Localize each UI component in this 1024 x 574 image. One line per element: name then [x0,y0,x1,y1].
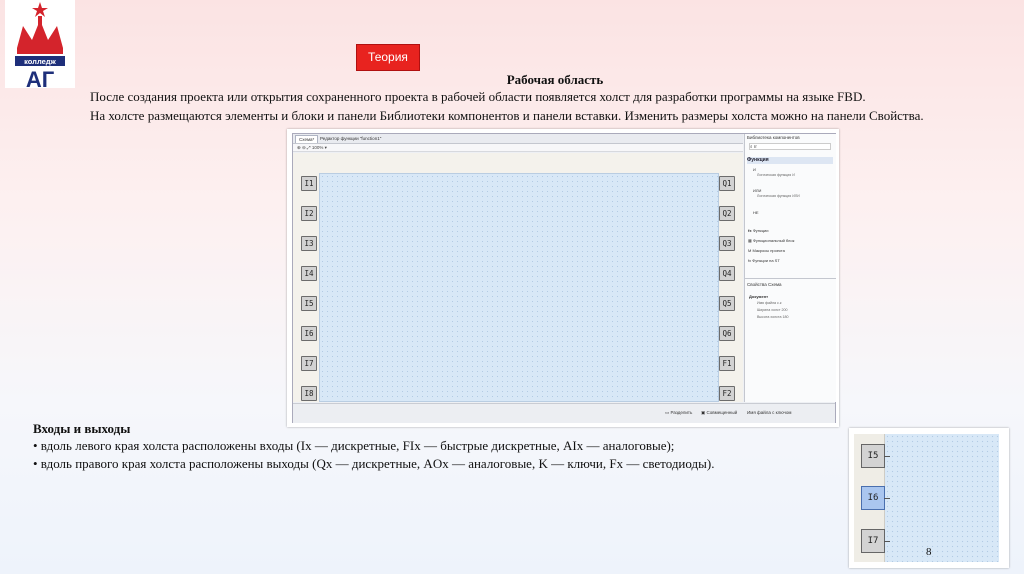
library-panel [744,134,836,402]
file-key-footer: Имя файла с ключом [747,410,792,415]
input-pin-i3[interactable]: I3 [301,236,317,251]
output-pin-q1[interactable]: Q1 [719,176,735,191]
library-group-st[interactable]: fx Функции на ST [748,258,780,263]
workspace [293,153,743,402]
input-pin-i2[interactable]: I2 [301,206,317,221]
input-pin-i5[interactable]: I5 [301,296,317,311]
combined-view-button[interactable]: ▣ Совмещенный [701,410,738,415]
library-group-functions[interactable]: fx Функции [748,228,769,233]
zoom-level[interactable]: 100% [311,145,324,150]
input-pin-i4[interactable]: I4 [301,266,317,281]
properties-title: Свойства Схема [747,282,782,287]
library-title: Библиотека компонентов [747,135,800,140]
library-item-not[interactable]: НЕ [753,210,759,215]
properties-section: Документ [749,294,769,299]
library-item-and[interactable]: И [753,167,756,172]
input-pin-i6[interactable]: I6 [301,326,317,341]
library-section-header: Функция [747,157,833,164]
output-pin-f2[interactable]: F2 [719,386,735,401]
editor-screenshot [287,129,839,427]
input-pin-i8[interactable]: I8 [301,386,317,401]
split-view-button[interactable]: ▭ Разделить [665,410,693,415]
editor-tabbar [293,134,743,144]
zoom-input-pin-selected[interactable]: I6 [861,486,885,510]
library-item-and-desc: Логическая функция И [757,173,795,177]
theory-button[interactable]: Теория [356,44,420,71]
pin-wire [884,541,890,542]
editor-toolbar: ⊕ ⊖ ⤢ 100% ▾ [293,144,743,152]
logo-letters: АГ [25,67,55,88]
fbd-canvas[interactable] [319,173,719,402]
zoom-input-pin[interactable]: I5 [861,444,885,468]
properties-row[interactable]: Высота холста 180 [757,315,789,319]
paragraph-2: На холсте размещаются элементы и блоки и панели Библиотеки компонентов и панели вставки. Изменить размеры холста можно на панели Свойства. [90,108,924,123]
pin-wire [884,456,890,457]
tab-scheme[interactable]: Схема* [295,135,318,143]
editor-window [292,133,836,423]
library-group-fb[interactable]: ▦ Функциональный блок [748,238,795,243]
section-title: Рабочая область [506,72,604,87]
zoom-input-pin[interactable]: I7 [861,529,885,553]
pin-wire [884,498,890,499]
properties-row[interactable]: Имя файла с.к [757,301,782,305]
input-pin-i1[interactable]: I1 [301,176,317,191]
page-number: 8 [926,546,932,558]
library-item-or[interactable]: ИЛИ [753,188,762,193]
properties-row[interactable]: Ширина холст 200 [757,308,788,312]
paragraph-1: После создания проекта или открытия сохраненного проекта в рабочей области появляется холст для разработки программы на языке FBD. [90,89,866,104]
output-pin-q5[interactable]: Q5 [719,296,735,311]
output-pin-q3[interactable]: Q3 [719,236,735,251]
output-pin-q6[interactable]: Q6 [719,326,735,341]
output-pin-q2[interactable]: Q2 [719,206,735,221]
tab-function-editor[interactable]: Редактор функции "function1" [320,136,382,141]
input-pin-i7[interactable]: I7 [301,356,317,371]
output-pin-q4[interactable]: Q4 [719,266,735,281]
status-bar [293,403,835,423]
bullet-outputs: • вдоль правого края холста расположены выходы (Qx — дискретные, AOx — аналоговые, K — ключи, Fx — светодиоды). [33,456,715,471]
library-item-or-desc: Логическая функция ИЛИ [757,194,800,198]
zoom-icon[interactable]: ⊕ ⊖ ⤢ [297,145,312,150]
library-group-macros[interactable]: M Макросы проекта [748,248,785,253]
logo-text: колледж [24,57,56,66]
io-title: Входы и выходы [33,421,131,436]
output-pin-f1[interactable]: F1 [719,356,735,371]
panel-divider [745,278,836,279]
zoom-canvas [885,434,999,562]
library-search-input[interactable]: ⌕ гг [749,143,831,150]
bullet-inputs: • вдоль левого края холста расположены входы (Ix — дискретные, FIx — быстрые дискретные, AIx — аналоговые); [33,438,675,453]
